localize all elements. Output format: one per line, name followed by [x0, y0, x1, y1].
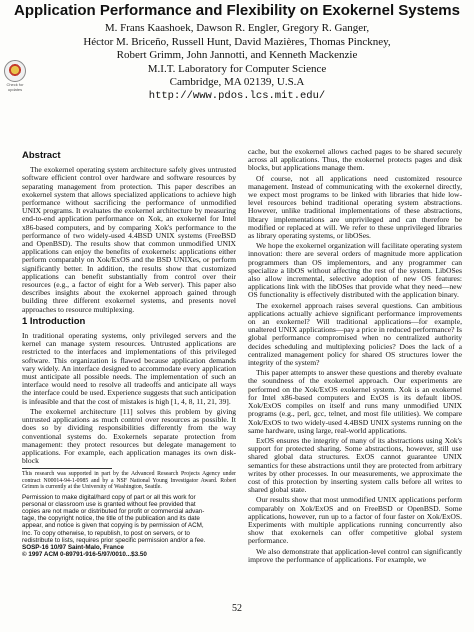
body-paragraph: We hope the exokernel organization will facilitate operating system innovation: there are several orders of magnitude more application programmers than OS implementors, and any programmer can specialize a libOS without affecting the rest of the system. LibOSes also allow incremental, selective adoption of new OS features: applications link with the libOSes that provide what they need—new OS functionality is effectively distributed with the application binary.: [248, 241, 462, 300]
paper-title: Application Performance and Flexibility on Exokernel Systems: [14, 2, 460, 19]
badge-label: Check for updates: [6, 82, 24, 92]
body-paragraph: ExOS ensures the integrity of many of its abstractions using Xok's support for protected sharing. Some abstractions, however, still use shared global data structures. ExOS cannot guarantee UNIX semantics for these abstractions until they are protected from arbitrary writes by other processes. In our measurements, we approximate the cost of this protection by inserting system calls before all writes to shared global state.: [248, 435, 462, 495]
permission-notice: [22, 494, 236, 559]
abstract-heading: Abstract: [22, 150, 61, 161]
permission-line: Permission to make digital/hard copy of part or all this work for: [22, 493, 196, 501]
footnote-rule: [22, 468, 112, 469]
permission-line: redistribute to lists, requires prior specific permission and/or a fee.: [22, 536, 206, 544]
affiliation-line: M.I.T. Laboratory for Computer Science: [147, 62, 327, 75]
body-paragraph: This paper attempts to answer these questions and thereby evaluate the soundness of the exokernel approach. Our experiments are performed on the Xok/ExOS exokernel system. Xok is an exokernel for Intel x86-based computers and ExOS is its default libOS. Xok/ExOS compiles on itself and runs many unmodified UNIX programs (e.g., perl, gcc, telnet, and most file utilities). We compare Xok/ExOS to two widely-used 4.4BSD UNIX systems running on the same hardware, using large, real-world applications.: [248, 368, 462, 435]
body-paragraph: cache, but the exokernel allows cached pages to be shared securely across all applications. Thus, the exokernel protects pages and disk blocks, but applications manage them.: [248, 147, 462, 173]
author-line: Robert Grimm, John Jannotti, and Kenneth Mackenzie: [116, 49, 358, 62]
permission-line: appear, and notice is given that copying is by permission of ACM,: [22, 522, 204, 530]
body-paragraph: We also demonstrate that application-level control can significantly improve the performance of applications. For example, we: [248, 546, 462, 564]
right-column: [248, 148, 462, 566]
permission-line: personal or classroom use is granted without fee provided that: [22, 500, 196, 508]
funding-footnote: This research was supported in part by the Advanced Research Projects Agency under contract N00014-94-1-0985 and by a NSF National Young Investigator Award. Robert Grimm is currently at the University of Washington, Seattle.: [22, 471, 236, 491]
permission-line: tage, the copyright notice, the title of the publication and its date: [22, 515, 200, 523]
address-line: Cambridge, MA 02139, U.S.A: [169, 76, 305, 89]
permission-line: copies are not made or distributed for profit or commercial advan-: [22, 507, 205, 515]
conference-line: SOSP-16 10/97 Saint-Malo, France: [22, 543, 124, 551]
check-for-updates-badge[interactable]: [4, 60, 26, 94]
left-column: [22, 148, 236, 558]
intro-paragraph: The exokernel architecture [11] solves this problem by giving untrusted applications as much control over resources as possible. It does so by dividing responsibilities differently from the way conventional systems do. Exokernels separate protection from management: they protect resources but delegate management to applications. For example, each application manages its own disk-block: [22, 406, 236, 466]
author-line: Héctor M. Briceño, Russell Hunt, David Mazières, Thomas Pinckney,: [83, 35, 391, 48]
copyright-line: © 1997 ACM 0-89791-916-5/97/0010...$3.50: [22, 551, 147, 559]
page-number: 52: [232, 603, 242, 614]
author-block: [0, 22, 474, 104]
body-paragraph: The exokernel approach raises several questions. Can ambitious applications actually achieve significant performance improvements on an exokernel? Will traditional applications—for example, unaltered UNIX applications—pay a price in reduced performance? Is global performance compromised when no centralized authority decides scheduling and multiplexing policies? Does the lack of a centralized management policy for shared OS structures lower the integrity of the system?: [248, 300, 462, 368]
body-paragraph: Of course, not all applications need customized resource management. Instead of communicating with the exokernel directly, we expect most programs to be linked with libraries that hide low-level resources behind traditional operating system abstractions. However, unlike traditional implementations of these abstractions, library implementations are unprivileged and can therefore be modified or replaced at will. We refer to these unprivileged libraries as library operating systems, or libOSes.: [248, 173, 462, 241]
permission-line: Inc. To copy otherwise, to republish, to post on servers, or to: [22, 529, 190, 537]
abstract-text: The exokernel operating system architecture safely gives untrusted software efficient control over hardware and software resources by separating management from protection. This paper describes an exokernel system that allows specialized applications to achieve high performance without sacrificing the performance of unmodified UNIX programs. It evaluates the exokernel architecture by measuring end-to-end application performance on Xok, an exokernel for Intel x86-based computers, and by comparing Xok's performance to the performance of two widely-used 4.4BSD UNIX systems (FreeBSD and OpenBSD). The results show that common unmodified UNIX applications can enjoy the benefits of exokernels: applications either perform comparably on Xok/ExOS and the BSD UNIXes, or perform significantly better. In addition, the results show that customized applications can benefit substantially from control over their resources (e.g., a factor of eight for a Web server). This paper also describes insights about the exokernel approach gained through building three different exokernel systems, and presents novel approaches to resource multiplexing.: [22, 165, 236, 314]
intro-paragraph: In traditional operating systems, only privileged servers and the kernel can manage system resources. Untrusted applications are restricted to the interfaces and implementations of this privileged software. This organization is flawed because application demands vary widely. An interface designed to accommodate every application must anticipate all possible needs. The implementation of such an interface would need to resolve all tradeoffs and anticipate all ways the interface could be used. Experience suggests that such anticipation is infeasible and that the cost of mistakes is high [1, 4, 8, 11, 21, 39].: [22, 331, 236, 406]
author-line: M. Frans Kaashoek, Dawson R. Engler, Gregory R. Ganger,: [104, 22, 370, 34]
introduction-heading: 1 Introduction: [22, 315, 86, 327]
body-paragraph: Our results show that most unmodified UNIX applications perform comparably on Xok/ExOS and on FreeBSD or OpenBSD. Some applications, however, run up to a factor of four faster on Xok/ExOS. Experiments with multiple applications running concurrently also show that exokernels can offer competitive global system performance.: [248, 495, 462, 546]
check-for-updates-icon: [4, 60, 26, 82]
website-url[interactable]: http://www.pdos.lcs.mit.edu/: [148, 89, 326, 102]
